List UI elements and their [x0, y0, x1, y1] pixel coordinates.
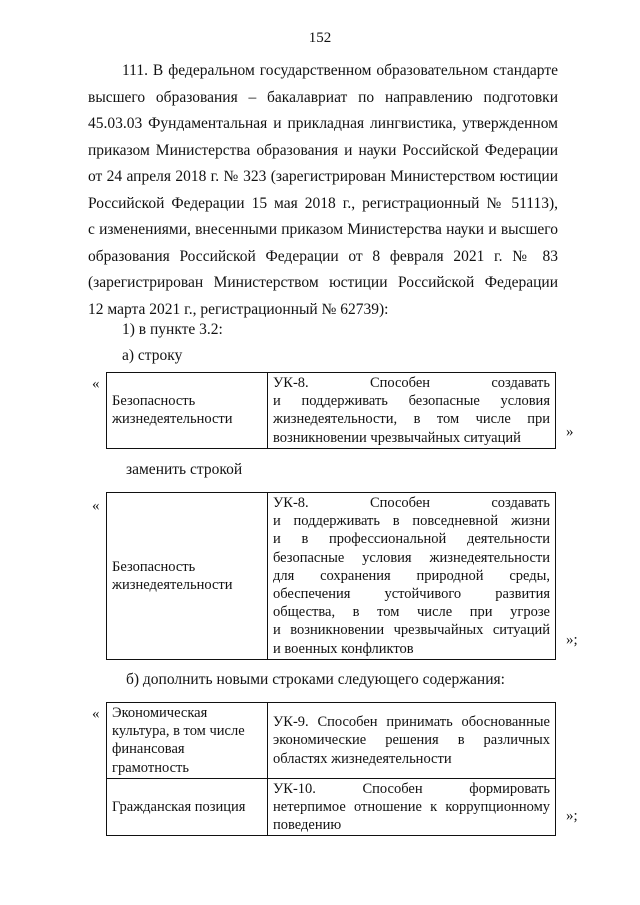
- name-line: Безопасность: [112, 393, 196, 410]
- competency-name-cell: [107, 703, 268, 779]
- close-quote-semicolon: »;: [566, 632, 578, 648]
- name-line: Безопасность: [112, 558, 196, 575]
- name-line: грамотность: [112, 759, 189, 776]
- desc-line: УК-9. Способен принимать обоснованные: [273, 714, 550, 731]
- name-line: Экономическая: [112, 705, 208, 721]
- intro-line: Российской Федерации 15 мая 2018 г., регистрационный № 51113),: [88, 194, 558, 212]
- desc-line: нетерпимое отношение к коррупционному: [273, 799, 550, 816]
- desc-line: для сохранения природной среды,: [273, 567, 550, 584]
- intro-paragraph: [88, 58, 558, 323]
- competency-desc-cell: [268, 703, 556, 779]
- desc-line: УК-8. Способен создавать: [273, 375, 550, 391]
- table-row: [107, 778, 556, 836]
- desc-line: экономические решения в различных: [273, 732, 550, 749]
- item-a: а) строку: [122, 347, 183, 364]
- desc-line: возникновении чрезвычайных ситуаций: [273, 429, 521, 446]
- open-quote: «: [92, 706, 100, 722]
- table-row: [107, 703, 556, 779]
- desc-line: и военных конфликтов: [273, 640, 414, 657]
- intro-line: приказом Министерства образования и науки Российской Федерации: [88, 141, 558, 159]
- intro-line: образования Российской Федерации от 8 февраля 2021 г. № 83: [88, 247, 558, 265]
- competency-desc-cell: [268, 373, 556, 449]
- item-b: б) дополнить новыми строками следующего содержания:: [126, 671, 505, 688]
- close-quote-semicolon: »;: [566, 808, 578, 824]
- page-number: 152: [308, 30, 332, 46]
- open-quote: «: [92, 376, 100, 392]
- name-line: жизнедеятельности: [112, 576, 233, 593]
- competency-desc-cell: [268, 493, 556, 660]
- table-old-row: [106, 372, 556, 449]
- intro-line: 12 марта 2021 г., регистрационный № 62739):: [88, 300, 389, 318]
- name-line: Гражданская позиция: [112, 799, 246, 816]
- open-quote: «: [92, 498, 100, 514]
- name-line: жизнедеятельности: [112, 411, 233, 428]
- intro-line: с изменениями, внесенными приказом Министерства науки и высшего: [88, 221, 558, 238]
- item-1: 1) в пункте 3.2:: [122, 321, 223, 338]
- intro-line: высшего образования – бакалавриат по направлению подготовки: [88, 88, 558, 106]
- desc-line: УК-10. Способен формировать: [273, 780, 550, 797]
- name-line: культура, в том числе: [112, 723, 245, 740]
- desc-line: поведению: [273, 817, 342, 834]
- desc-line: безопасные условия жизнедеятельности: [273, 549, 550, 566]
- desc-line: УК-8. Способен создавать: [273, 495, 550, 511]
- intro-line: (зарегистрирован Министерством юстиции Российской Федерации: [88, 274, 558, 291]
- name-line: финансовая: [112, 741, 185, 758]
- desc-line: и поддерживать безопасные условия: [273, 393, 550, 410]
- intro-line: 111. В федеральном государственном образовательном стандарте: [122, 62, 558, 79]
- replace-with-label: заменить строкой: [126, 461, 243, 478]
- desc-line: обеспечения устойчивого развития: [273, 586, 550, 603]
- desc-line: жизнедеятельности, в том числе при: [273, 411, 550, 428]
- desc-line: и поддерживать в повседневной жизни: [273, 513, 550, 530]
- table-row: [107, 373, 556, 449]
- intro-line: 45.03.03 Фундаментальная и прикладная лингвистика, утвержденном: [88, 115, 558, 132]
- table-new-row: [106, 492, 556, 660]
- competency-name-cell: [107, 778, 268, 836]
- competency-name-cell: [107, 373, 268, 449]
- desc-line: и в профессиональной деятельности: [273, 531, 550, 548]
- intro-line: от 24 апреля 2018 г. № 323 (зарегистрирован Министерством юстиции: [88, 168, 558, 185]
- desc-line: и возникновении чрезвычайных ситуаций: [273, 622, 550, 639]
- competency-desc-cell: [268, 778, 556, 836]
- close-quote: »: [566, 424, 574, 440]
- desc-line: областях жизнедеятельности: [273, 750, 452, 767]
- table-row: [107, 493, 556, 660]
- desc-line: общества, в том числе при угрозе: [273, 604, 550, 621]
- table-added-rows: [106, 702, 556, 836]
- competency-name-cell: [107, 493, 268, 660]
